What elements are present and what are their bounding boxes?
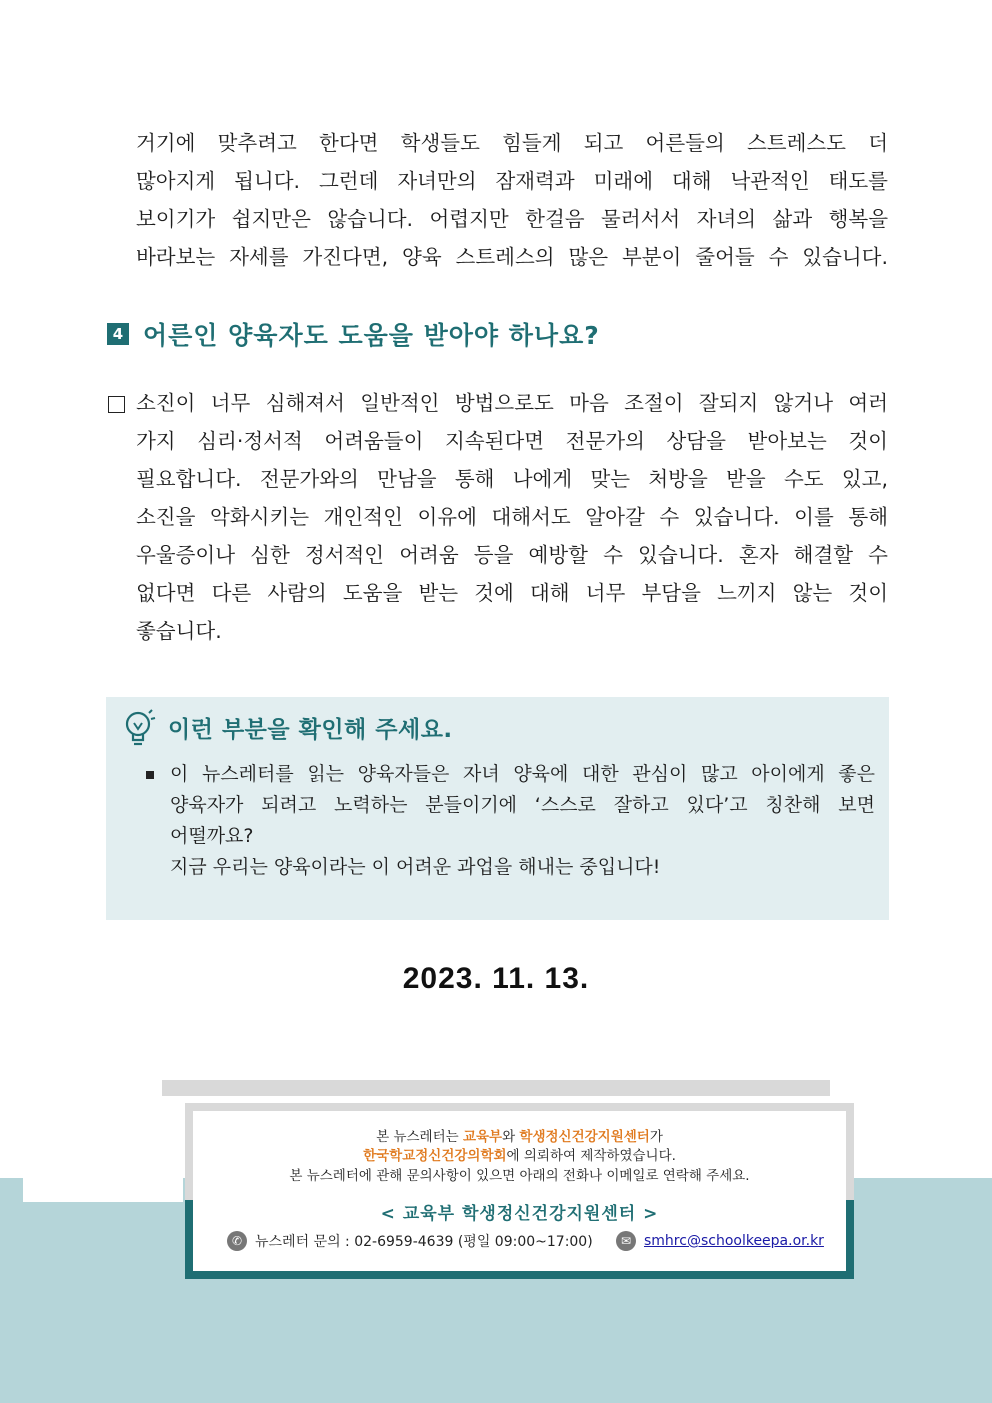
email-contact <box>616 1231 824 1251</box>
footer-text: 와 <box>502 1129 520 1145</box>
intro-line: 많아지게 됩니다. 그런데 자녀만의 잠재력과 미래에 대해 낙관적인 태도를 <box>136 169 888 193</box>
answer-line: 소진이 너무 심해져서 일반적인 방법으로도 마음 조절이 잘되지 않거나 여러 <box>136 391 888 415</box>
section-title: 어른인 양육자도 도움을 받아야 하나요? <box>143 321 600 350</box>
intro-line: 바라보는 자세를 가진다면, 양육 스트레스의 많은 부분이 줄어들 수 있습니다. <box>136 245 888 269</box>
section-number-badge: 4 <box>107 323 129 345</box>
footer-gray-bar <box>162 1080 830 1096</box>
phone-icon: ✆ <box>227 1231 247 1251</box>
answer-paragraph <box>136 384 888 650</box>
lightbulb-icon <box>122 709 158 749</box>
tip-line: 양육자가 되려고 노력하는 분들이기에 ‘스스로 잘하고 있다’고 칭찬해 보면 <box>170 794 875 816</box>
tip-line: 지금 우리는 양육이라는 이 어려운 과업을 해내는 중입니다! <box>170 856 661 878</box>
footer-text: 본 뉴스레터는 <box>376 1129 463 1145</box>
tip-title: 이런 부분을 확인해 주세요. <box>168 717 453 743</box>
publication-date: 2023. 11. 13. <box>402 962 590 995</box>
tip-box <box>106 697 889 920</box>
footer-line-2 <box>193 1144 846 1164</box>
org-name: 한국학교정신건강의학회 <box>363 1148 507 1164</box>
answer-line: 없다면 다른 사람의 도움을 받는 것에 대해 너무 부담을 느끼지 않는 것이 <box>136 581 888 605</box>
intro-line: 보이기가 쉽지만은 않습니다. 어렵지만 한걸음 물러서서 자녀의 삶과 행복을 <box>136 207 888 231</box>
section-heading <box>107 314 600 354</box>
checkbox-bullet-icon <box>108 396 125 413</box>
intro-paragraph <box>136 124 888 276</box>
org-name: 교육부 <box>462 1129 503 1145</box>
footer-line-3: 본 뉴스레터에 관해 문의사항이 있으면 아래의 전화나 이메일로 연락해 주세요. <box>289 1168 750 1184</box>
email-link[interactable]: smhrc@schoolkeepa.or.kr <box>644 1233 824 1249</box>
footer-text: 가 <box>649 1129 663 1145</box>
tip-text <box>170 759 875 883</box>
answer-line: 소진을 악화시키는 개인적인 이유에 대해서도 알아갈 수 있습니다. 이를 통해 <box>136 505 888 529</box>
tip-line: 이 뉴스레터를 읽는 양육자들은 자녀 양육에 대한 관심이 많고 아이에게 좋은 <box>170 763 875 785</box>
mail-icon: ✉ <box>616 1231 636 1251</box>
phone-label: 뉴스레터 문의 : 02-6959-4639 (평일 09:00~17:00) <box>255 1234 593 1250</box>
center-name: < 교육부 학생정신건강지원센터 > <box>380 1204 659 1224</box>
tip-line: 어떨까요? <box>170 825 254 847</box>
footer-line-1 <box>193 1125 846 1145</box>
org-name: 학생정신건강지원센터 <box>519 1129 650 1145</box>
footer-decoration <box>23 1178 183 1202</box>
footer-box <box>193 1111 846 1271</box>
phone-contact <box>227 1231 593 1251</box>
square-bullet-icon <box>146 771 154 779</box>
footer-text: 에 의뢰하여 제작하였습니다. <box>506 1148 676 1164</box>
answer-line: 우울증이나 심한 정서적인 어려움 등을 예방할 수 있습니다. 혼자 해결할 수 <box>136 543 888 567</box>
intro-line: 거기에 맞추려고 한다면 학생들도 힘들게 되고 어른들의 스트레스도 더 <box>136 131 888 155</box>
answer-line: 가지 심리·정서적 어려움들이 지속된다면 전문가의 상담을 받아보는 것이 <box>136 429 888 453</box>
answer-line: 좋습니다. <box>136 619 222 643</box>
answer-line: 필요합니다. 전문가와의 만남을 통해 나에게 맞는 처방을 받을 수도 있고, <box>136 467 888 491</box>
